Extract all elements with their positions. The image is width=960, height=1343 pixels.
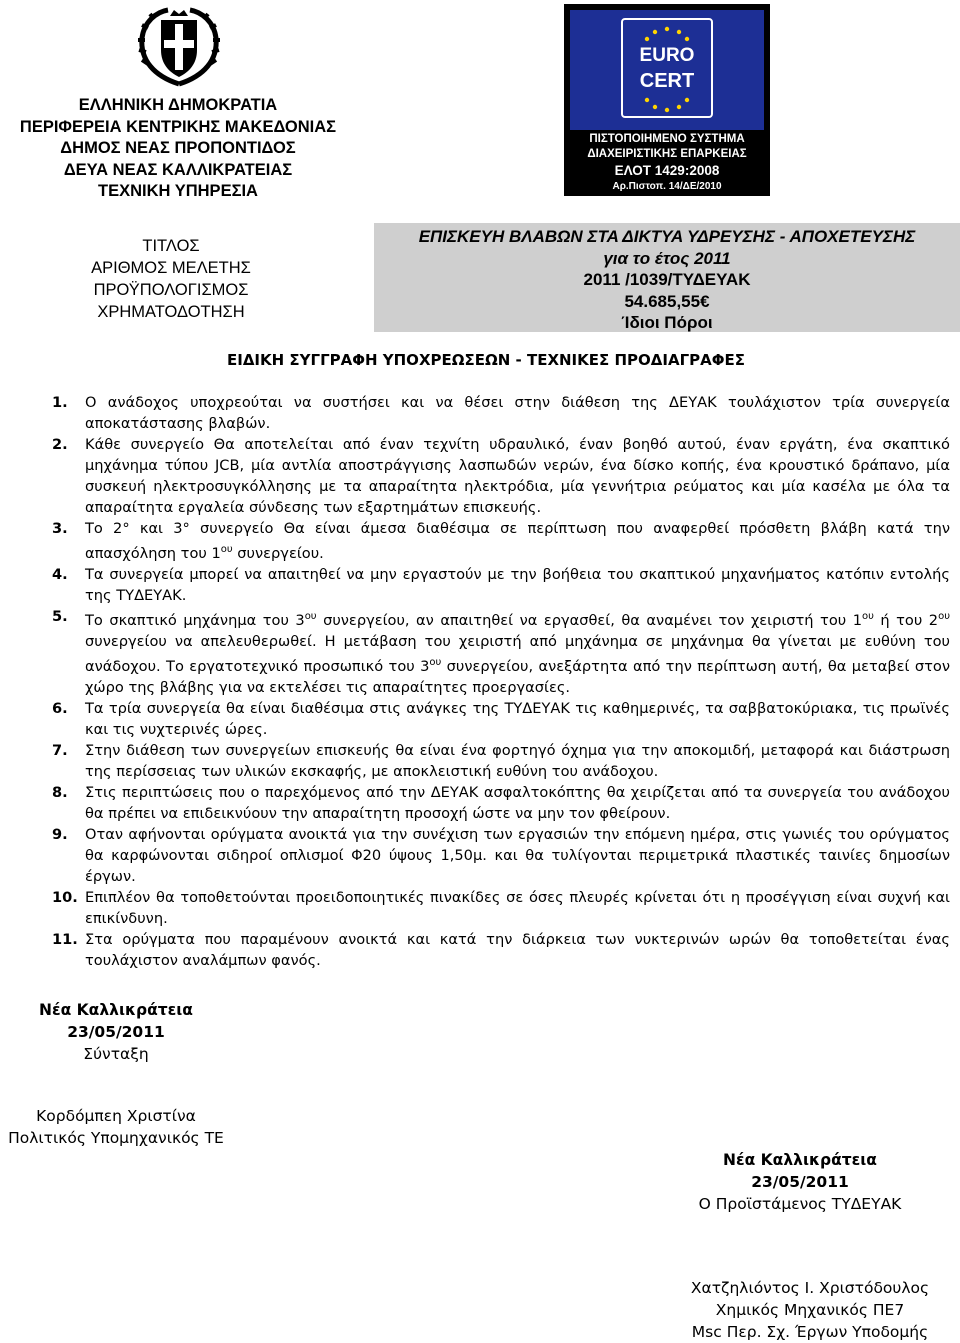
cert-logo-euro: EURO (639, 45, 695, 66)
item-text: Κάθε συνεργείο Θα αποτελείται από έναν τεχνίτη υδραυλικό, έναν βοηθό αυτού, έναν εργάτη, ένα σκαπτικό μηχάνημα τύπου JCB, μία αντλία αποστράγγισης λασπωδών νερών, ένα δίσκο κοπής, ένα κρουστικό δράπανο, μία συσκευή ηλεκτροσυγκόλλησης με τα απαραίτητα ηλεκτρόδια, μία γεννήτρια ρεύματος και μία κασέλα με όλα τα απαραίτητα εργαλεία σύνδεσης των εξαρτημάτων επισκευής. (85, 436, 950, 516)
cert-line-2: ΔΙΑΧΕΙΡΙΣΤΙΚΗΣ ΕΠΑΡΚΕΙΑΣ (587, 148, 747, 160)
funding-value: Ίδιοι Πόροι (621, 313, 713, 332)
project-title: ΕΠΙΣΚΕΥΗ ΒΛΑΒΩΝ ΣΤΑ ΔΙΚΤΥΑ ΥΔΡΕΥΣΗΣ - ΑΠΟΧΕΤΕΥΣΗΣ (418, 227, 916, 246)
project-year: για το έτος 2011 (603, 248, 731, 268)
section-heading: ΕΙΔΙΚΗ ΣΥΓΓΡΑΦΗ ΥΠΟΧΡΕΩΣΕΩΝ - ΤΕΧΝΙΚΕΣ ΠΡΟΔΙΑΓΡΑΦΕΣ (227, 351, 745, 369)
list-item (52, 564, 950, 606)
authority-line: ΔΕΥΑ ΝΕΑΣ ΚΑΛΛΙΚΡΑΤΕΙΑΣ (63, 160, 293, 179)
item-text: Στις περιπτώσεις που ο παρεχόμενος από την ΔΕΥΑΚ ασφαλτοκόπτης θα χειρίζεται από τα συνεργεία του ανάδοχου θα πρέπει να επιδεικνύουν την απαραίτητη προσοχή ώστε να μην τον φθείρουν. (85, 783, 950, 822)
authority-line: ΕΛΛΗΝΙΚΗ ΔΗΜΟΚΡΑΤΙΑ (78, 96, 278, 114)
project-info-box (374, 223, 960, 332)
signatory-title: Πολιτικός Υπομηχανικός ΤΕ (8, 1128, 224, 1147)
authority-line: ΤΕΧΝΙΚΗ ΥΠΗΡΕΣΙΑ (98, 182, 258, 200)
signature-head (680, 1150, 920, 1215)
list-item (52, 782, 950, 824)
item-number: 7. (52, 741, 68, 759)
cert-logo-cert: CERT (639, 70, 695, 92)
coat-of-arms-emblem (134, 4, 224, 90)
eurocert-logo (621, 18, 713, 118)
item-text: Τα συνεργεία μπορεί να απαιτηθεί να μην εργαστούν με την βοήθεια του σκαπτικού μηχανήματος κατόπιν εντολής της ΤΥΔΕΥΑΚ. (85, 565, 950, 604)
cert-line-4: Αρ.Πιστοπ. 14/ΔΕ/2010 (612, 181, 722, 192)
list-item (52, 434, 950, 518)
signature-compiler (10, 1000, 222, 1065)
list-item (52, 518, 950, 564)
label-study-number: ΑΡΙΘΜΟΣ ΜΕΛΕΤΗΣ (91, 259, 251, 277)
item-number: 4. (52, 565, 68, 583)
item-number: 2. (52, 436, 68, 453)
cert-caption (564, 132, 770, 194)
authority-line: ΔΗΜΟΣ ΝΕΑΣ ΠΡΟΠΟΝΤΙΔΟΣ (60, 139, 296, 157)
item-text: Τα τρία συνεργεία θα είναι διαθέσιμα στις ανάγκες της ΤΥΔΕΥΑΚ τις καθημερινές, τα σαββατοκύριακα, τις πρωϊνές και τις νυχτερινές ώρες. (85, 699, 950, 738)
label-title: ΤΙΤΛΟΣ (142, 237, 200, 255)
item-number: 10. (52, 888, 78, 906)
list-item (52, 698, 950, 740)
item-text: Στα ορύγματα που παραμένουν ανοικτά και κατά την διάρκεια των νυκτερινών ωρών θα τοποθετείται ένας τουλάχιστον αναλάμπων φανός. (85, 930, 950, 969)
item-text: Το σκαπτικό μηχάνημα του $3^{o\upsilon}$ συνεργείου, αν απαιτηθεί να εργασθεί, θα αναμένει τον χειριστή του $1^{o\upsilon}$ ή του $2^{o\upsilon}$ συνεργείου να απελευθερωθεί. Η μετάβαση του χειριστή από μηχάνημα σε μηχάνημα θα γίνεται με ευθύνη του ανάδοχου. Το εργατοτεχνικό προσωπικό του $3^{o\upsilon}$ συνεργείου, ανεξάρτητα από την περίπτωση αυτή, θα μεταβεί στον χώρο της βλάβης για να εκτελέσει τις απαραίτητες προεργασίες. (85, 610, 950, 696)
list-item (52, 392, 950, 434)
signature-date: 23/05/2011 (67, 1022, 165, 1041)
signature-place: Νέα Καλλικράτεια (723, 1151, 877, 1169)
signatory-name: Χατζηλιόντος Ι. Χριστόδουλος (690, 1279, 930, 1297)
item-number: 9. (52, 825, 68, 843)
issuing-authority (0, 95, 356, 203)
item-number: 6. (52, 699, 68, 717)
list-item (52, 606, 950, 698)
item-text: Επιπλέον θα τοποθετούνται προειδοποιητικές πινακίδες σε όσες πλευρές κρίνεται ότι η προσέγγιση είναι συχνή και επικίνδυνη. (85, 888, 950, 927)
list-item (52, 887, 950, 929)
certification-badge (564, 4, 770, 196)
signature-role: Ο Προϊστάμενος ΤΥΔΕΥΑΚ (698, 1194, 902, 1213)
item-number: 8. (52, 783, 68, 801)
signatory-title-2: Msc Περ. Σχ. Έργων Υποδομής (691, 1322, 929, 1341)
item-text: Στην διάθεση των συνεργείων επισκευής θα είναι ένα φορτηγό όχημα για την αποκομιδή, μεταφορά και διάστρωση της περίσσειας των υλικών εκσκαφής, με αποκλειστική ευθύνη του ανάδοχου. (85, 741, 950, 780)
item-number: 11. (52, 930, 78, 948)
label-funding: ΧΡΗΜΑΤΟΔΟΤΗΣΗ (97, 303, 245, 321)
item-number: 3. (52, 520, 68, 537)
signatory-title: Χημικός Μηχανικός ΠΕ7 (715, 1300, 905, 1319)
project-labels (62, 235, 280, 323)
cert-line-1: ΠΙΣΤΟΠΟΙΗΜΕΝΟ ΣΥΣΤΗΜΑ (589, 133, 745, 145)
label-budget: ΠΡΟΫΠΟΛΟΓΙΣΜΟΣ (93, 281, 249, 299)
signature-compiler-name (0, 1106, 232, 1150)
signatory-name: Κορδόμπεη Χριστίνα (36, 1107, 196, 1125)
item-text: Το 2° και 3° συνεργείο Θα είναι άμεσα διαθέσιμα σε περίπτωση που αναφερθεί πρόσθετη βλάβη κατά την απασχόληση του $1^{o\upsilon}$ συνεργείου. (85, 520, 950, 562)
study-number: 2011 /1039/ΤΥΔΕΥΑΚ (583, 270, 751, 289)
item-number: 1. (52, 394, 68, 411)
signature-role: Σύνταξη (83, 1044, 149, 1063)
cert-logo-panel (570, 10, 764, 130)
list-item (52, 824, 950, 887)
authority-line: ΠΕΡΙΦΕΡΕΙΑ ΚΕΝΤΡΙΚΗΣ ΜΑΚΕΔΟΝΙΑΣ (19, 117, 337, 136)
item-number: 5. (52, 607, 68, 625)
budget-value: 54.685,55€ (624, 291, 710, 311)
specification-list (52, 392, 950, 971)
cert-line-3: ΕΛΟΤ 1429:2008 (614, 163, 720, 178)
list-item (52, 740, 950, 782)
signature-head-name (660, 1278, 960, 1343)
list-item (52, 929, 950, 971)
signature-place: Νέα Καλλικράτεια (39, 1001, 193, 1019)
signature-date: 23/05/2011 (751, 1172, 849, 1191)
item-text: Ο ανάδοχος υποχρεούται να συστήσει και να θέσει στην διάθεση της ΔΕΥΑΚ τουλάχιστον τρία συνεργεία αποκατάστασης βλαβών. (85, 394, 950, 432)
item-text: Οταν αφήνονται ορύγματα ανοικτά για την συνέχιση των εργασιών την επόμενη ημέρα, στις γωνιές του ορύγματος θα καρφώνονται σιδηροί οπλισμοί Φ20 ύψους 1,50μ. και θα τυλίγονται περιμετρικά πλαστικές ταινίες δημοσίων έργων. (85, 825, 950, 885)
